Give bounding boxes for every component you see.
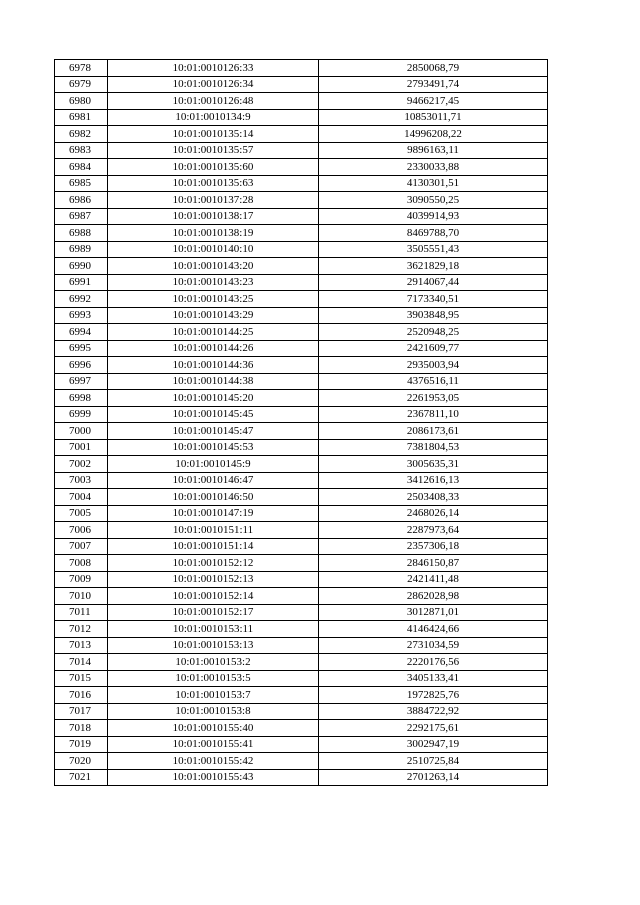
row-number-cell: 6989 [55, 241, 108, 258]
cadastral-value-cell: 3884722,92 [319, 703, 548, 720]
row-number-cell: 7003 [55, 472, 108, 489]
row-number-cell: 6978 [55, 60, 108, 77]
cadastral-number-cell: 10:01:0010143:23 [108, 274, 319, 291]
row-number-cell: 7019 [55, 736, 108, 753]
cadastral-number-cell: 10:01:0010155:41 [108, 736, 319, 753]
cadastral-value-cell: 9466217,45 [319, 93, 548, 110]
table-row [55, 109, 548, 126]
table-row [55, 604, 548, 621]
cadastral-value-cell: 2287973,64 [319, 522, 548, 539]
cadastral-number-cell: 10:01:0010137:28 [108, 192, 319, 209]
cadastral-value-cell: 4376516,11 [319, 373, 548, 390]
cadastral-number-cell: 10:01:0010126:33 [108, 60, 319, 77]
row-number-cell: 6988 [55, 225, 108, 242]
row-number-cell: 7016 [55, 687, 108, 704]
cadastral-value-cell: 9896163,11 [319, 142, 548, 159]
row-number-cell: 7008 [55, 555, 108, 572]
cadastral-value-cell: 2503408,33 [319, 489, 548, 506]
table-row [55, 60, 548, 77]
cadastral-number-cell: 10:01:0010153:13 [108, 637, 319, 654]
table-row [55, 175, 548, 192]
cadastral-value-cell: 4146424,66 [319, 621, 548, 638]
cadastral-value-cell: 2862028,98 [319, 588, 548, 605]
cadastral-number-cell: 10:01:0010135:63 [108, 175, 319, 192]
row-number-cell: 6992 [55, 291, 108, 308]
table-row [55, 406, 548, 423]
row-number-cell: 7005 [55, 505, 108, 522]
cadastral-value-cell: 2330033,88 [319, 159, 548, 176]
cadastral-value-cell: 3903848,95 [319, 307, 548, 324]
table-row [55, 208, 548, 225]
cadastral-value-cell: 2421411,48 [319, 571, 548, 588]
row-number-cell: 6990 [55, 258, 108, 275]
cadastral-number-cell: 10:01:0010126:34 [108, 76, 319, 93]
table-row [55, 357, 548, 374]
row-number-cell: 7013 [55, 637, 108, 654]
table-row [55, 340, 548, 357]
row-number-cell: 6987 [55, 208, 108, 225]
cadastral-number-cell: 10:01:0010143:20 [108, 258, 319, 275]
cadastral-number-cell: 10:01:0010153:2 [108, 654, 319, 671]
row-number-cell: 7002 [55, 456, 108, 473]
row-number-cell: 7017 [55, 703, 108, 720]
table-row [55, 76, 548, 93]
cadastral-number-cell: 10:01:0010152:12 [108, 555, 319, 572]
row-number-cell: 6993 [55, 307, 108, 324]
cadastral-number-cell: 10:01:0010145:20 [108, 390, 319, 407]
cadastral-value-cell: 2421609,77 [319, 340, 548, 357]
cadastral-value-cell: 3002947,19 [319, 736, 548, 753]
table-row [55, 423, 548, 440]
cadastral-value-cell: 10853011,71 [319, 109, 548, 126]
row-number-cell: 7018 [55, 720, 108, 737]
cadastral-number-cell: 10:01:0010143:25 [108, 291, 319, 308]
cadastral-number-cell: 10:01:0010153:7 [108, 687, 319, 704]
table-row [55, 390, 548, 407]
cadastral-number-cell: 10:01:0010145:47 [108, 423, 319, 440]
cadastral-value-table [54, 59, 548, 786]
table-row [55, 241, 548, 258]
table-row [55, 736, 548, 753]
table-row [55, 472, 548, 489]
cadastral-number-cell: 10:01:0010145:53 [108, 439, 319, 456]
cadastral-number-cell: 10:01:0010135:60 [108, 159, 319, 176]
cadastral-number-cell: 10:01:0010146:50 [108, 489, 319, 506]
cadastral-value-cell: 7173340,51 [319, 291, 548, 308]
cadastral-number-cell: 10:01:0010152:14 [108, 588, 319, 605]
table-row [55, 225, 548, 242]
cadastral-number-cell: 10:01:0010145:45 [108, 406, 319, 423]
row-number-cell: 6984 [55, 159, 108, 176]
cadastral-value-cell: 2220176,56 [319, 654, 548, 671]
cadastral-number-cell: 10:01:0010144:36 [108, 357, 319, 374]
cadastral-value-cell: 1972825,76 [319, 687, 548, 704]
cadastral-value-cell: 3005635,31 [319, 456, 548, 473]
row-number-cell: 6997 [55, 373, 108, 390]
cadastral-number-cell: 10:01:0010153:5 [108, 670, 319, 687]
row-number-cell: 6980 [55, 93, 108, 110]
table-row [55, 555, 548, 572]
cadastral-value-cell: 2468026,14 [319, 505, 548, 522]
table-row [55, 192, 548, 209]
table-row [55, 670, 548, 687]
cadastral-number-cell: 10:01:0010135:14 [108, 126, 319, 143]
row-number-cell: 6994 [55, 324, 108, 341]
cadastral-number-cell: 10:01:0010144:38 [108, 373, 319, 390]
cadastral-number-cell: 10:01:0010155:40 [108, 720, 319, 737]
cadastral-number-cell: 10:01:0010144:25 [108, 324, 319, 341]
table-body [55, 60, 548, 786]
row-number-cell: 6995 [55, 340, 108, 357]
table-row [55, 505, 548, 522]
cadastral-value-cell: 3621829,18 [319, 258, 548, 275]
table-row [55, 522, 548, 539]
row-number-cell: 7001 [55, 439, 108, 456]
cadastral-value-cell: 3505551,43 [319, 241, 548, 258]
cadastral-value-cell: 3412616,13 [319, 472, 548, 489]
cadastral-number-cell: 10:01:0010151:14 [108, 538, 319, 555]
table-row [55, 258, 548, 275]
table-row [55, 687, 548, 704]
cadastral-value-cell: 2086173,61 [319, 423, 548, 440]
cadastral-number-cell: 10:01:0010144:26 [108, 340, 319, 357]
cadastral-number-cell: 10:01:0010138:17 [108, 208, 319, 225]
table-row [55, 307, 548, 324]
cadastral-value-cell: 2731034,59 [319, 637, 548, 654]
row-number-cell: 6991 [55, 274, 108, 291]
cadastral-number-cell: 10:01:0010138:19 [108, 225, 319, 242]
cadastral-number-cell: 10:01:0010155:42 [108, 753, 319, 770]
row-number-cell: 7007 [55, 538, 108, 555]
row-number-cell: 7011 [55, 604, 108, 621]
row-number-cell: 6982 [55, 126, 108, 143]
cadastral-number-cell: 10:01:0010134:9 [108, 109, 319, 126]
cadastral-number-cell: 10:01:0010147:19 [108, 505, 319, 522]
cadastral-value-cell: 2520948,25 [319, 324, 548, 341]
cadastral-value-cell: 2701263,14 [319, 769, 548, 786]
row-number-cell: 6996 [55, 357, 108, 374]
table-row [55, 489, 548, 506]
cadastral-number-cell: 10:01:0010152:17 [108, 604, 319, 621]
cadastral-value-cell: 3012871,01 [319, 604, 548, 621]
cadastral-value-cell: 2914067,44 [319, 274, 548, 291]
cadastral-number-cell: 10:01:0010155:43 [108, 769, 319, 786]
table-row [55, 571, 548, 588]
row-number-cell: 7009 [55, 571, 108, 588]
cadastral-value-cell: 2793491,74 [319, 76, 548, 93]
cadastral-number-cell: 10:01:0010135:57 [108, 142, 319, 159]
row-number-cell: 6998 [55, 390, 108, 407]
cadastral-number-cell: 10:01:0010146:47 [108, 472, 319, 489]
row-number-cell: 7021 [55, 769, 108, 786]
cadastral-number-cell: 10:01:0010153:11 [108, 621, 319, 638]
cadastral-number-cell: 10:01:0010140:10 [108, 241, 319, 258]
row-number-cell: 7012 [55, 621, 108, 638]
row-number-cell: 6981 [55, 109, 108, 126]
cadastral-number-cell: 10:01:0010151:11 [108, 522, 319, 539]
cadastral-value-cell: 2357306,18 [319, 538, 548, 555]
cadastral-value-cell: 2261953,05 [319, 390, 548, 407]
row-number-cell: 7020 [55, 753, 108, 770]
cadastral-value-cell: 2846150,87 [319, 555, 548, 572]
row-number-cell: 6999 [55, 406, 108, 423]
table-row [55, 637, 548, 654]
cadastral-number-cell: 10:01:0010145:9 [108, 456, 319, 473]
cadastral-value-cell: 7381804,53 [319, 439, 548, 456]
table-row [55, 274, 548, 291]
table-row [55, 324, 548, 341]
cadastral-value-cell: 2510725,84 [319, 753, 548, 770]
table-row [55, 621, 548, 638]
table-row [55, 588, 548, 605]
cadastral-value-cell: 2850068,79 [319, 60, 548, 77]
row-number-cell: 7004 [55, 489, 108, 506]
table-row [55, 159, 548, 176]
table-row [55, 753, 548, 770]
cadastral-value-cell: 2292175,61 [319, 720, 548, 737]
table-row [55, 654, 548, 671]
row-number-cell: 6983 [55, 142, 108, 159]
table-row [55, 720, 548, 737]
table-row [55, 126, 548, 143]
cadastral-value-cell: 4130301,51 [319, 175, 548, 192]
table-row [55, 373, 548, 390]
row-number-cell: 6985 [55, 175, 108, 192]
table-row [55, 291, 548, 308]
cadastral-value-cell: 8469788,70 [319, 225, 548, 242]
table-row [55, 439, 548, 456]
cadastral-value-cell: 3405133,41 [319, 670, 548, 687]
cadastral-number-cell: 10:01:0010126:48 [108, 93, 319, 110]
row-number-cell: 6986 [55, 192, 108, 209]
cadastral-number-cell: 10:01:0010143:29 [108, 307, 319, 324]
cadastral-value-cell: 2935003,94 [319, 357, 548, 374]
table-row [55, 93, 548, 110]
table-row [55, 456, 548, 473]
row-number-cell: 6979 [55, 76, 108, 93]
row-number-cell: 7006 [55, 522, 108, 539]
row-number-cell: 7015 [55, 670, 108, 687]
table-row [55, 703, 548, 720]
cadastral-value-cell: 2367811,10 [319, 406, 548, 423]
row-number-cell: 7014 [55, 654, 108, 671]
table-row [55, 769, 548, 786]
cadastral-number-cell: 10:01:0010152:13 [108, 571, 319, 588]
table-row [55, 538, 548, 555]
cadastral-value-cell: 14996208,22 [319, 126, 548, 143]
table-row [55, 142, 548, 159]
row-number-cell: 7010 [55, 588, 108, 605]
cadastral-number-cell: 10:01:0010153:8 [108, 703, 319, 720]
row-number-cell: 7000 [55, 423, 108, 440]
cadastral-value-cell: 4039914,93 [319, 208, 548, 225]
cadastral-value-cell: 3090550,25 [319, 192, 548, 209]
